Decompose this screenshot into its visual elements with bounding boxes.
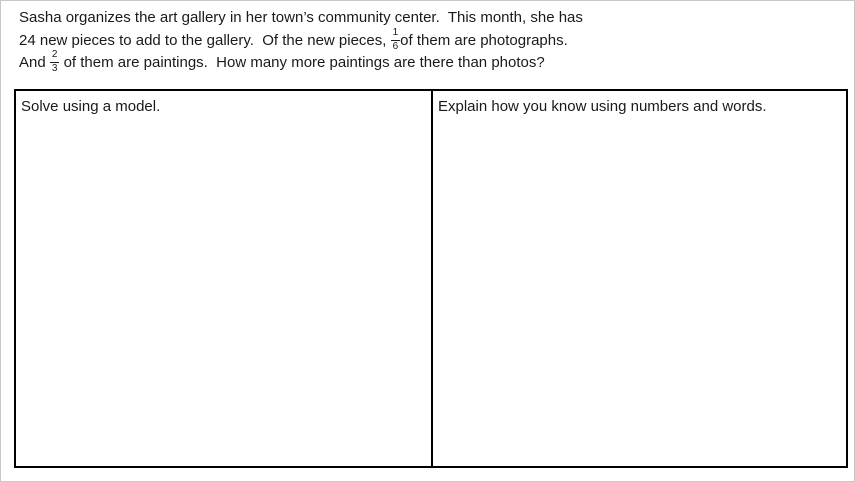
problem-statement bbox=[19, 7, 583, 73]
problem-line-1 bbox=[19, 7, 583, 29]
explain-answer-area[interactable] bbox=[433, 91, 846, 466]
fraction-numerator: 2 bbox=[50, 50, 60, 63]
problem-text-1: Sasha organizes the art gallery in her town’s community center. This month, she has bbox=[19, 9, 583, 26]
fraction-denominator: 6 bbox=[392, 40, 399, 52]
problem-text-3b: of them are paintings. How many more paintings are there than photos? bbox=[59, 53, 545, 71]
problem-text-3a: And bbox=[19, 53, 50, 71]
problem-text-2b: of them are photographs. bbox=[400, 31, 568, 49]
problem-line-3 bbox=[19, 51, 583, 73]
fraction-denominator: 3 bbox=[51, 62, 58, 74]
model-answer-label: Solve using a model. bbox=[21, 98, 161, 115]
problem-text-2a: 24 new pieces to add to the gallery. Of the new pieces, bbox=[19, 31, 391, 49]
model-answer-area[interactable] bbox=[16, 91, 433, 466]
fraction-two-thirds bbox=[50, 50, 60, 74]
answer-table bbox=[14, 89, 848, 468]
problem-line-2 bbox=[19, 29, 583, 51]
fraction-one-sixth bbox=[391, 28, 401, 52]
fraction-numerator: 1 bbox=[391, 28, 401, 41]
explain-answer-label: Explain how you know using numbers and words. bbox=[438, 98, 767, 115]
